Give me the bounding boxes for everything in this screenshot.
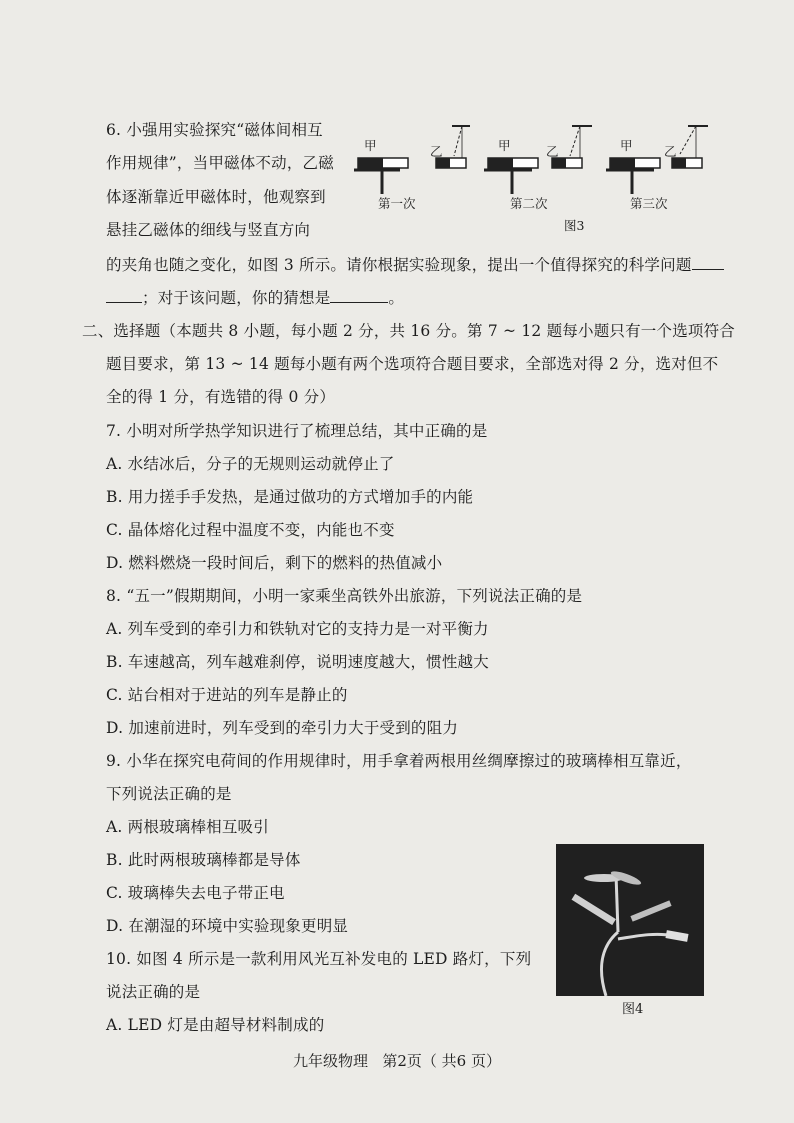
q10-option-a[interactable]: A. LED 灯是由超导材料制成的	[106, 1016, 325, 1034]
q9-option-c[interactable]: C. 玻璃棒失去电子带正电	[106, 884, 285, 902]
answer-blank-guess[interactable]	[330, 286, 388, 303]
q7-option-c[interactable]: C. 晶体熔化过程中温度不变，内能也不变	[106, 521, 395, 539]
q8-option-b[interactable]: B. 车速越高，列车越难刹停，说明速度越大，惯性越大	[106, 653, 489, 671]
magnet-yi-label-2: 乙	[546, 144, 559, 159]
q7-option-a[interactable]: A. 水结冰后，分子的无规则运动就停止了	[106, 455, 395, 473]
q8-option-a[interactable]: A. 列车受到的牵引力和铁轨对它的支持力是一对平衡力	[106, 620, 489, 638]
section-2-line-1: 二、选择题（本题共 8 小题，每小题 2 分，共 16 分。第 7 ~ 12 题每小题只有一个选项符合	[82, 322, 735, 340]
q6-line-6	[106, 286, 404, 309]
q8-option-d[interactable]: D. 加速前进时，列车受到的牵引力大于受到的阻力	[106, 719, 459, 737]
q8-option-c[interactable]: C. 站台相对于进站的列车是静止的	[106, 686, 348, 704]
section-2-line-3: 全的得 1 分，有选错的得 0 分）	[106, 388, 336, 406]
magnet-yi-label-3: 乙	[664, 144, 677, 159]
q6-guess-label: ；对于该问题，你的猜想是	[142, 289, 331, 307]
magnet-yi-label-1: 乙	[430, 144, 443, 159]
figure-3-magnets	[352, 118, 712, 238]
answer-blank-question-cont[interactable]	[106, 286, 142, 303]
q6-line-4: 悬挂乙磁体的细线与竖直方向	[106, 221, 311, 239]
figure-4-caption: 图4	[622, 1002, 644, 1017]
trial-3	[606, 126, 708, 194]
q8-stem: 8. “五一”假期期间，小明一家乘坐高铁外出旅游，下列说法正确的是	[106, 587, 583, 605]
q7-stem: 7. 小明对所学热学知识进行了梳理总结，其中正确的是	[106, 422, 488, 440]
trial-label-3: 第三次	[630, 196, 668, 211]
section-2-line-2: 题目要求，第 13 ~ 14 题每小题有两个选项符合题目要求，全部选对得 2 分，选对但不	[106, 355, 719, 373]
q6-line-5	[106, 253, 724, 276]
trial-label-1: 第一次	[378, 196, 416, 211]
footer-page-number: 第2页（ 共6 页）	[382, 1052, 501, 1070]
figure-3-caption: 图3	[564, 218, 585, 233]
wind-solar-streetlight-image	[556, 844, 704, 996]
q6-line-3: 体逐渐靠近甲磁体时，他观察到	[106, 188, 326, 206]
q10-stem-line-2: 说法正确的是	[106, 983, 201, 1001]
q6-line-1: 6. 小强用实验探究“磁体间相互	[106, 121, 323, 139]
magnet-experiment-diagram	[352, 118, 712, 238]
magnet-jia-label-2: 甲	[498, 138, 511, 153]
q7-option-d[interactable]: D. 燃料燃烧一段时间后，剩下的燃料的热值减小	[106, 554, 443, 572]
q10-stem-line-1: 10. 如图 4 所示是一款利用风光互补发电的 LED 路灯，下列	[106, 950, 532, 968]
trial-2	[484, 126, 592, 194]
answer-blank-question[interactable]	[692, 253, 724, 270]
magnet-jia-label-1: 甲	[364, 138, 377, 153]
trial-1	[354, 126, 470, 194]
figure-4-photo	[556, 844, 704, 996]
q9-option-b[interactable]: B. 此时两根玻璃棒都是导体	[106, 851, 301, 869]
footer-subject: 九年级物理	[293, 1052, 369, 1070]
q6-period: 。	[388, 289, 405, 307]
q9-stem-line-1: 9. 小华在探究电荷间的作用规律时，用手拿着两根用丝绸摩擦过的玻璃棒相互靠近，	[106, 752, 692, 770]
q9-option-a[interactable]: A. 两根玻璃棒相互吸引	[106, 818, 269, 836]
q6-line-2: 作用规律”，当甲磁体不动，乙磁	[106, 154, 334, 172]
q9-option-d[interactable]: D. 在潮湿的环境中实验现象更明显	[106, 917, 349, 935]
q6-line-5-text: 的夹角也随之变化，如图 3 所示。请你根据实验现象，提出一个值得探究的科学问题	[106, 256, 692, 274]
page-footer	[0, 1050, 794, 1071]
q7-option-b[interactable]: B. 用力搓手手发热，是通过做功的方式增加手的内能	[106, 488, 474, 506]
magnet-jia-label-3: 甲	[620, 138, 633, 153]
q9-stem-line-2: 下列说法正确的是	[106, 785, 232, 803]
trial-label-2: 第二次	[510, 196, 548, 211]
